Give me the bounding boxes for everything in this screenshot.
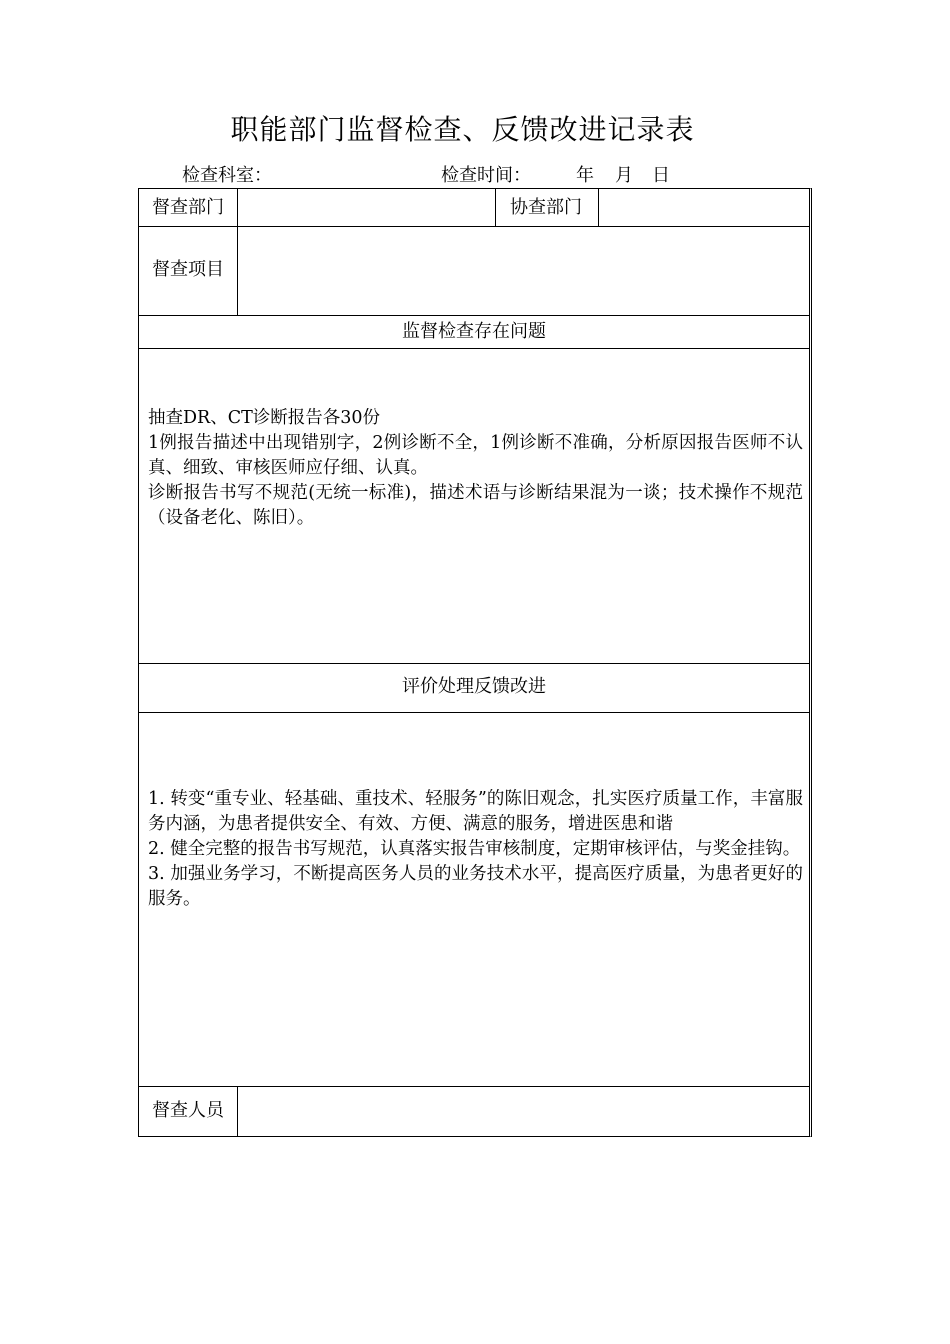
inspection-time-label: 检查时间：: [441, 165, 531, 186]
year-label: 年: [576, 165, 594, 186]
inspector-label: 督查人员: [152, 1100, 224, 1121]
inspector-field[interactable]: [238, 1087, 809, 1136]
supervise-dept-label: 督查部门: [152, 197, 224, 218]
supervise-item-label: 督查项目: [152, 259, 224, 280]
problem-paragraph: 诊断报告书写不规范(无统一标准)，描述术语与诊断结果混为一谈；技术操作不规范（设备老化、陈旧）。: [148, 483, 803, 528]
supervise-item-field[interactable]: [238, 227, 809, 315]
supervise-dept-field[interactable]: [238, 189, 494, 226]
inspected-dept-label: 检查科室：: [182, 165, 272, 186]
feedback-paragraph: 1. 转变“重专业、轻基础、重技术、轻服务”的陈旧观念，扎实医疗质量工作，丰富服务内涵，为患者提供安全、有效、方便、满意的服务，增进医患和谐: [148, 789, 803, 834]
month-label: 月: [615, 165, 633, 186]
problems-content: [148, 406, 803, 531]
assist-dept-label: 协查部门: [510, 197, 582, 218]
feedback-section-header: 评价处理反馈改进: [402, 676, 546, 697]
feedback-content: [148, 787, 803, 912]
divider: [139, 712, 809, 713]
feedback-paragraph: 3. 加强业务学习，不断提高医务人员的业务技术水平，提高医疗质量，为患者更好的服务。: [148, 864, 803, 909]
day-label: 日: [652, 165, 670, 186]
assist-dept-field[interactable]: [599, 189, 809, 226]
feedback-paragraph: 2. 健全完整的报告书写规范，认真落实报告审核制度，定期审核评估，与奖金挂钩。: [148, 839, 801, 859]
divider: [495, 189, 496, 226]
problem-paragraph: 1例报告描述中出现错别字，2例诊断不全，1例诊断不准确，分析原因报告医师不认真、细致、审核医师应仔细、认真。: [148, 433, 803, 478]
problems-section-header: 监督检查存在问题: [402, 321, 546, 342]
record-form-table: [138, 188, 812, 1137]
divider: [139, 348, 809, 349]
problem-paragraph: 抽查DR、CT诊断报告各30份: [148, 408, 381, 428]
divider: [139, 315, 809, 316]
page-title: 职能部门监督检查、反馈改进记录表: [230, 113, 695, 146]
divider: [139, 663, 809, 664]
